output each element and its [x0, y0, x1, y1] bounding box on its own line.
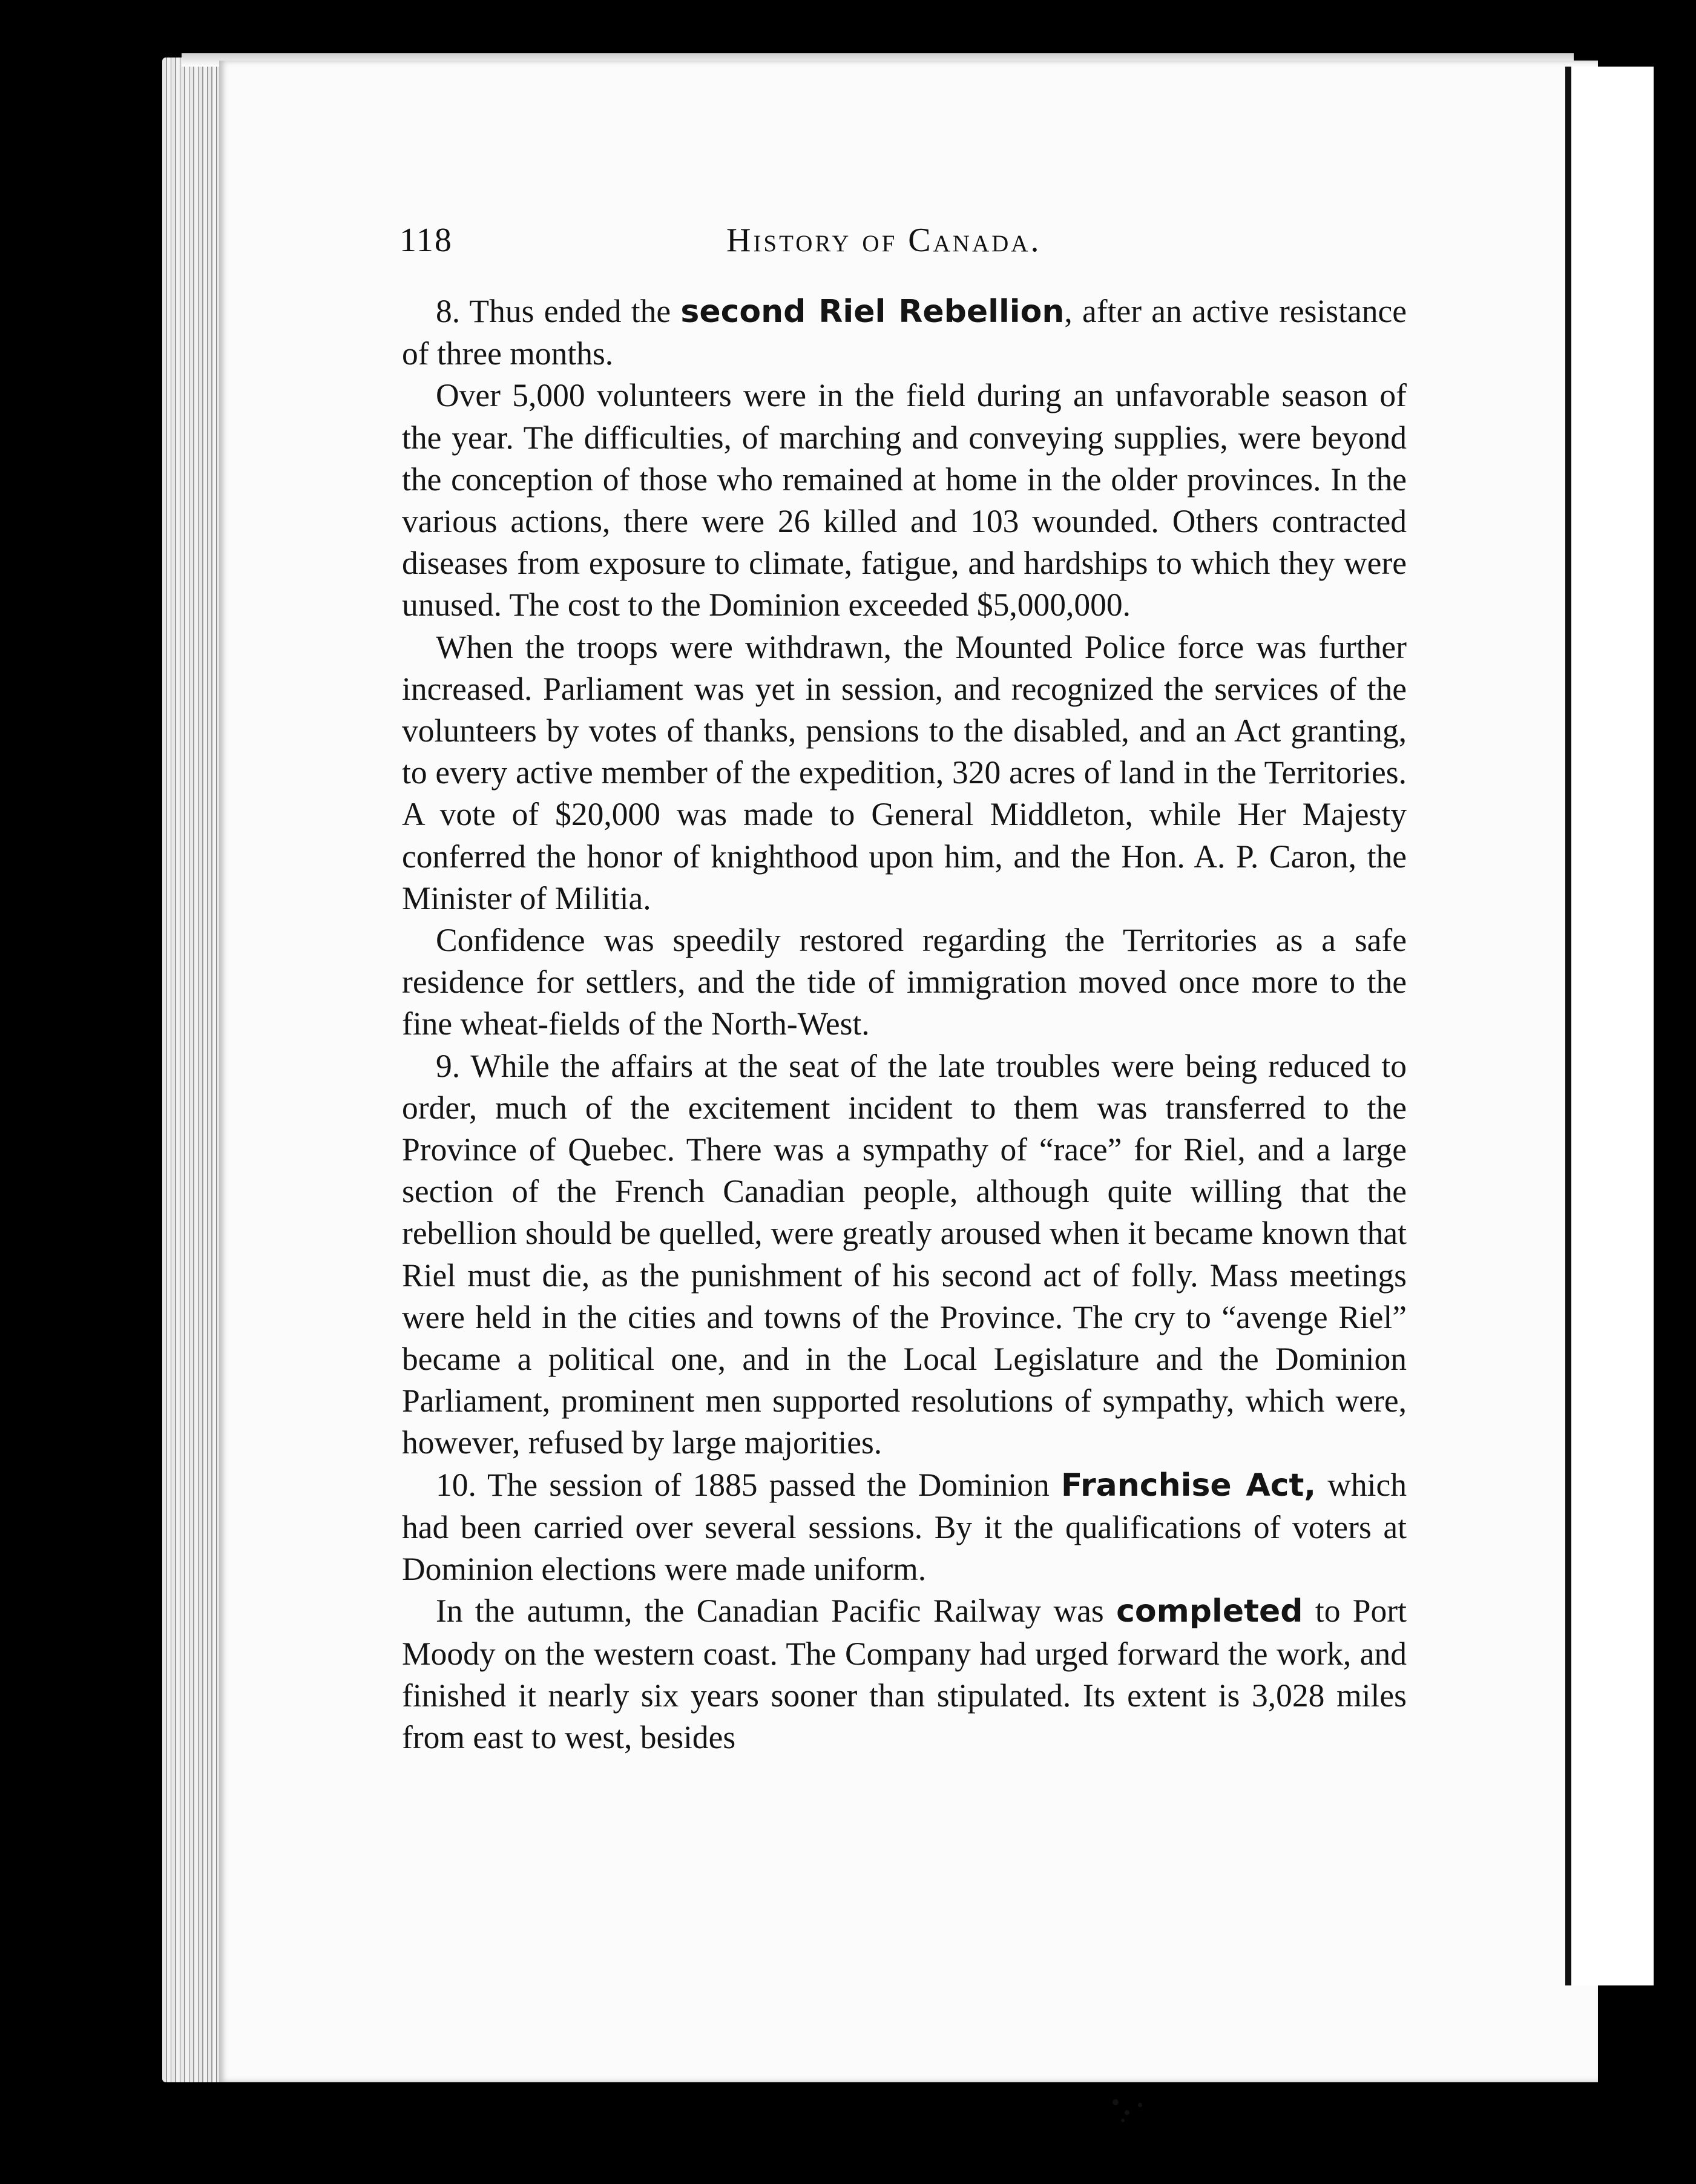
keyword-second-riel-rebellion: second Riel Rebellion	[680, 294, 1065, 330]
running-head	[399, 221, 1428, 269]
paragraph-text: 10. The session of 1885 passed the Dominion	[436, 1466, 1061, 1503]
page-title: History of Canada.	[726, 222, 1042, 259]
paragraph-text: 8. Thus ended the	[436, 293, 681, 329]
paragraph-9: 9. While the affairs at the seat of the late troubles were being reduced to order, much of the excitement incident to them was transferred to the Province of Quebec. There was a sympathy of “race” for Riel, and a large section of the French Canadian people, although quite willing that the rebellion should be quelled, were greatly aroused when it became known that Riel must die, as the punishment of his second act of folly. Mass meetings were held in the cities and towns of the Province. The cry to “avenge Riel” became a political one, and in the Local Legislature and the Dominion Parliament, prominent men supported resolutions of sympathy, which were, however, refused by large majorities.	[402, 1047, 1407, 1461]
speck	[1121, 2119, 1125, 2122]
paragraph-text: , after an active resistance of three months.	[402, 293, 1407, 372]
speck	[1125, 2110, 1129, 2115]
paragraph-confidence: Confidence was speedily restored regarding the Territories as a safe residence for settlers, and the tide of immigration moved once more to the fine wheat-fields of the North-West.	[402, 922, 1407, 1042]
page-number: 118	[399, 222, 453, 259]
speck	[1138, 2103, 1142, 2107]
keyword-franchise-act: Franchise Act,	[1060, 1467, 1316, 1504]
paragraph-railway	[402, 1590, 1407, 1758]
keyword-completed: completed	[1116, 1593, 1303, 1630]
paragraph-text: which had been carried over several sessions. By it the qualifications of voters at Dominion elections were made uniform.	[402, 1466, 1407, 1588]
paragraph-text: to Port Moody on the western coast. The Company had urged forward the work, and finished it nearly six years sooner than stipulated. Its extent is 3,028 miles from east to west, besides	[402, 1593, 1407, 1755]
paragraph-troops-withdrawn: When the troops were withdrawn, the Mounted Police force was further increased. Parliament was yet in session, and recognized the services of the volunteers by votes of thanks, pensions to the disabled, and an Act granting, to every active member of the expedition, 320 acres of land in the Territories. A vote of $20,000 was made to General Middleton, while Her Majesty conferred the honor of knighthood upon him, and the Hon. A. P. Caron, the Minister of Militia.	[402, 628, 1407, 916]
paragraph-volunteers: Over 5,000 volunteers were in the field during an unfavorable season of the year. The difficulties, of marching and conveying supplies, were beyond the conception of those who remained at home in the older provinces. In the various actions, there were 26 killed and 103 wounded. Others contracted diseases from exposure to climate, fatigue, and hardships to which they were unused. The cost to the Dominion exceeded $5,000,000.	[402, 377, 1407, 623]
body-text	[402, 291, 1407, 1925]
facing-page-edge	[1565, 67, 1654, 1985]
speck	[1113, 2099, 1119, 2105]
paragraph-8	[402, 291, 1407, 375]
paragraph-10	[402, 1464, 1407, 1591]
paragraph-text: In the autumn, the Canadian Pacific Railway was	[436, 1593, 1117, 1630]
